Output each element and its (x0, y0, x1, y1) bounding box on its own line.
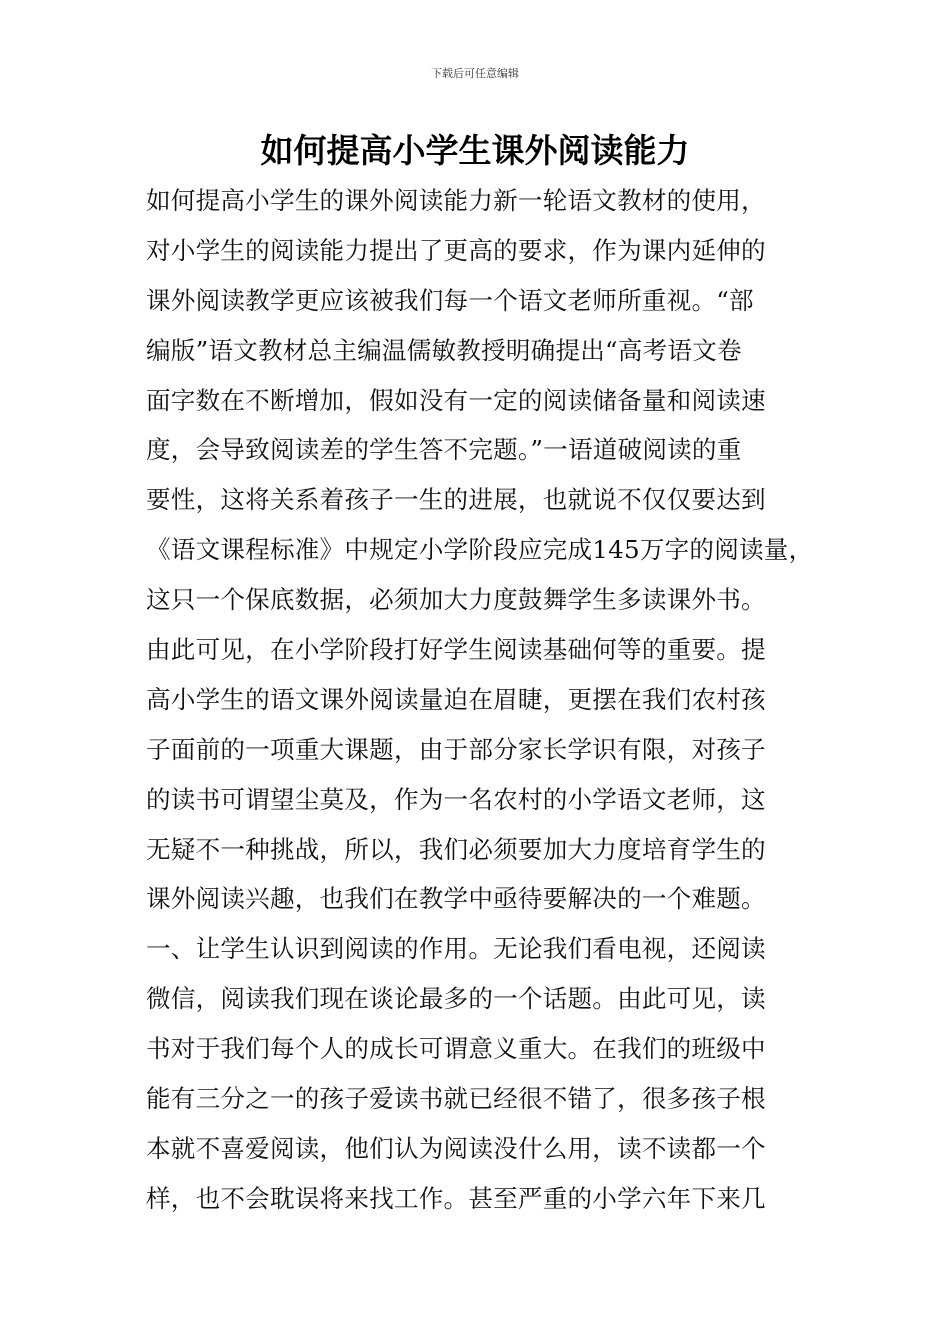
text-line: 子面前的一项重大课题，由于部分家长学识有限，对孩子 (146, 734, 766, 764)
body-text (146, 176, 836, 1224)
text-line: 这只一个保底数据，必须加大力度鼓舞学生多读课外书。 (146, 585, 766, 615)
text-line: 编版”语文教材总主编温儒敏教授明确提出“高考语文卷 (146, 335, 742, 365)
text-line: 书对于我们每个人的成长可谓意义重大。在我们的班级中 (146, 1034, 766, 1064)
text-line: 高小学生的语文课外阅读量迫在眉睫，更摆在我们农村孩 (146, 684, 766, 714)
text-line: 的读书可谓望尘莫及，作为一名农村的小学语文老师，这 (146, 784, 766, 814)
text-line: 如何提高小学生的课外阅读能力新一轮语文教材的使用， (146, 186, 766, 215)
text-line: 微信，阅读我们现在谈论最多的一个话题。由此可见，读 (146, 984, 766, 1014)
text-line: 《语文课程标准》中规定小学阶段应完成145万字的阅读量， (146, 535, 814, 565)
text-line: 度，会导致阅读差的学生答不完题。”一语道破阅读的重 (146, 435, 742, 465)
text-line: 由此可见，在小学阶段打好学生阅读基础何等的重要。提 (146, 635, 766, 665)
text-line: 样，也不会耽误将来找工作。甚至严重的小学六年下来几 (146, 1183, 766, 1213)
text-line: 课外阅读兴趣，也我们在教学中亟待要解决的一个难题。 (146, 884, 766, 914)
text-line: 无疑不一种挑战，所以，我们必须要加大力度培育学生的 (146, 834, 766, 864)
text-line: 要性，这将关系着孩子一生的进展，也就说不仅仅要达到 (146, 485, 766, 515)
text-line: 一、让学生认识到阅读的作用。无论我们看电视，还阅读 (146, 934, 766, 964)
header-note: 下载后可任意编辑 (431, 67, 519, 80)
text-line: 本就不喜爱阅读，他们认为阅读没什么用，读不读都一个 (146, 1133, 766, 1163)
text-line: 能有三分之一的孩子爱读书就已经很不错了，很多孩子根 (146, 1084, 766, 1114)
text-line: 课外阅读教学更应该被我们每一个语文老师所重视。“部 (146, 285, 754, 315)
text-line: 面字数在不断增加，假如没有一定的阅读储备量和阅读速 (146, 385, 766, 415)
document-title: 如何提高小学生课外阅读能力 (260, 131, 690, 170)
text-line: 对小学生的阅读能力提出了更高的要求，作为课内延伸的 (146, 235, 766, 265)
